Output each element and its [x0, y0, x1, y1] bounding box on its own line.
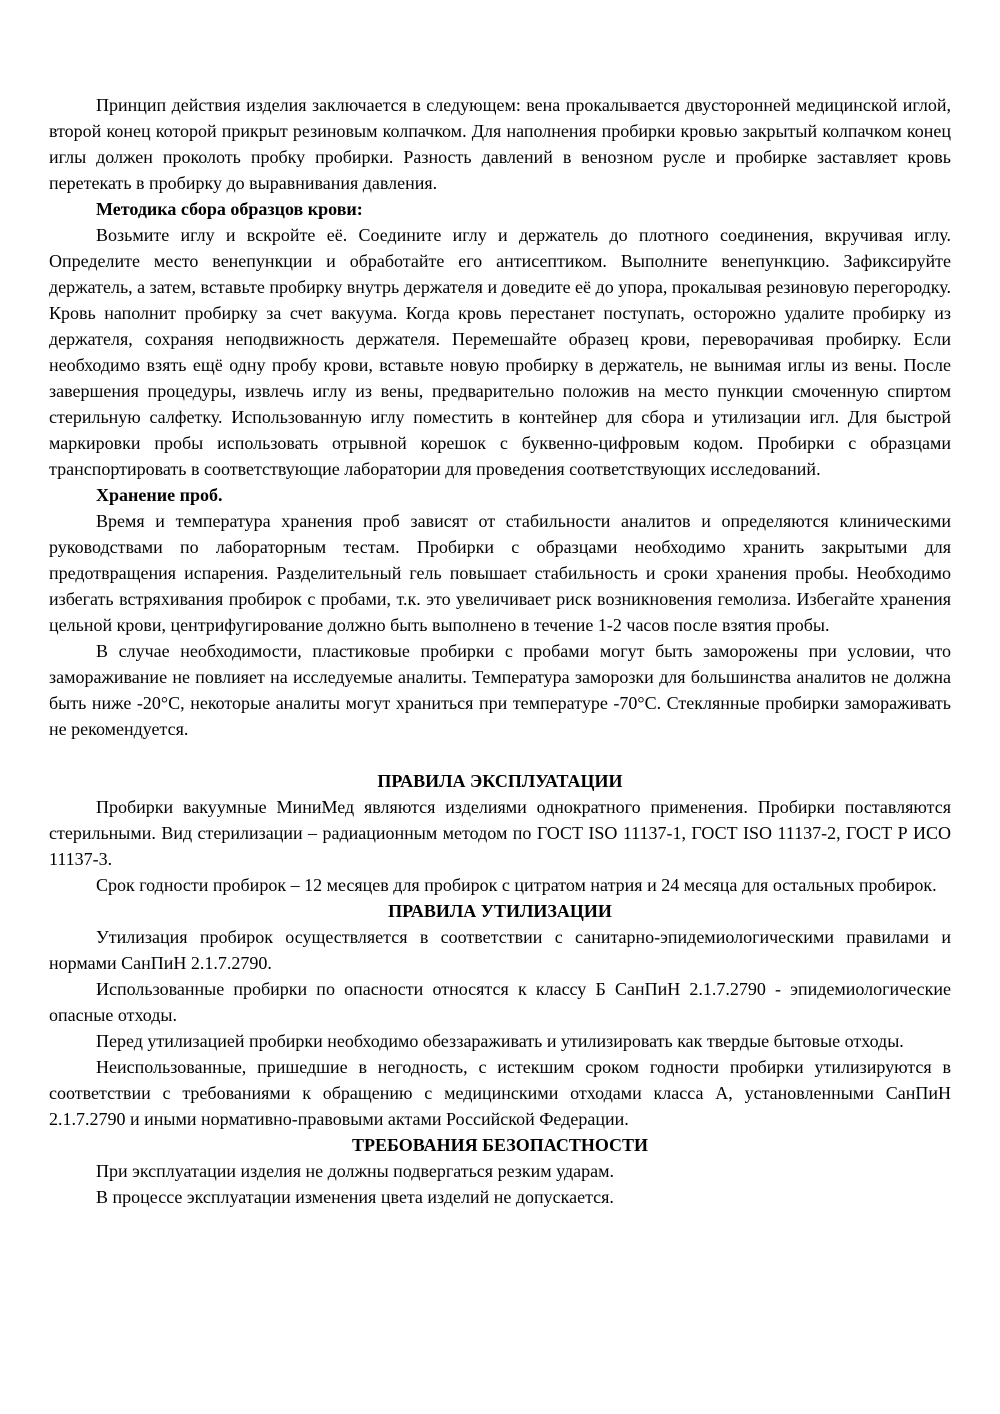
paragraph: Срок годности пробирок – 12 месяцев для пробирок с цитратом натрия и 24 месяца для остальных пробирок.	[96, 875, 937, 895]
paragraph: Перед утилизацией пробирки необходимо обеззараживать и утилизировать как твердые бытовые отходы.	[96, 1031, 904, 1051]
section-heading: ПРАВИЛА УТИЛИЗАЦИИ	[388, 901, 612, 921]
paragraph: В случае необходимости, пластиковые пробирки с пробами могут быть заморожены при условии, что замораживание не повлияет на исследуемые аналиты. Температура заморозки для большинства аналитов не должна быть ниже -20°С, некоторые аналиты могут храниться при температуре -70°С. Стеклянные пробирки замораживать не рекомендуется.	[49, 641, 951, 739]
subsection-heading: Хранение проб.	[96, 485, 223, 505]
paragraph: В процессе эксплуатации изменения цвета изделий не допускается.	[96, 1187, 614, 1207]
paragraph: Принцип действия изделия заключается в следующем: вена прокалывается двусторонней медицинской иглой, второй конец которой прикрыт резиновым колпачком. Для наполнения пробирки кровью закрытый колпачком конец иглы должен проколоть пробку пробирки. Разность давлений в венозном русле и пробирке заставляет кровь перетекать в пробирку до выравнивания давления.	[49, 95, 951, 193]
paragraph: Время и температура хранения проб зависят от стабильности аналитов и определяются клиническими руководствами по лабораторным тестам. Пробирки с образцами необходимо хранить закрытыми для предотвращения испарения. Разделительный гель повышает стабильность и сроки хранения пробы. Необходимо избегать встряхивания пробирок с пробами, т.к. это увеличивает риск возникновения гемолиза. Избегайте хранения цельной крови, центрифугирование должно быть выполнено в течение 1-2 часов после взятия пробы.	[49, 511, 951, 635]
paragraph: Неиспользованные, пришедшие в негодность, с истекшим сроком годности пробирки утилизируются в соответствии с требованиями к обращению с медицинскими отходами класса А, установленными СанПиН 2.1.7.2790 и иными нормативно-правовыми актами Российской Федерации.	[49, 1057, 951, 1129]
paragraph: Пробирки вакуумные МиниМед являются изделиями однократного применения. Пробирки поставляются стерильными. Вид стерилизации – радиационным методом по ГОСТ ISO 11137-1, ГОСТ ISO 11137-2, ГОСТ Р ИСО 11137-3.	[49, 797, 951, 869]
paragraph: При эксплуатации изделия не должны подвергаться резким ударам.	[96, 1161, 615, 1181]
paragraph: Использованные пробирки по опасности относятся к классу Б СанПиН 2.1.7.2790 - эпидемиологические опасные отходы.	[49, 979, 951, 1025]
paragraph: Возьмите иглу и вскройте её. Соедините иглу и держатель до плотного соединения, вкручивая иглу. Определите место венепункции и обработайте его антисептиком. Выполните венепункцию. Зафиксируйте держатель, а затем, вставьте пробирку внутрь держателя и доведите её до упора, прокалывая резиновую перегородку. Кровь наполнит пробирку за счет вакуума. Когда кровь перестанет поступать, осторожно удалите пробирку из держателя, сохраняя неподвижность держателя. Перемешайте образец крови, переворачивая пробирку. Если необходимо взять ещё одну пробу крови, вставьте новую пробирку в держатель, не вынимая иглы из вены. После завершения процедуры, извлечь иглу из вены, предварительно положив на место пункции смоченную спиртом стерильную салфетку. Использованную иглу поместить в контейнер для сбора и утилизации игл. Для быстрой маркировки пробы использовать отрывной корешок с буквенно-цифровым кодом. Пробирки с образцами транспортировать в соответствующие лаборатории для проведения соответствующих исследований.	[49, 225, 951, 479]
section-heading: ПРАВИЛА ЭКСПЛУАТАЦИИ	[377, 771, 623, 791]
document-content	[49, 92, 951, 1210]
section-heading: ТРЕБОВАНИЯ БЕЗОПАСТНОСТИ	[351, 1135, 649, 1155]
paragraph: Утилизация пробирок осуществляется в соответствии с санитарно-эпидемиологическими правилами и нормами СанПиН 2.1.7.2790.	[49, 927, 951, 973]
subsection-heading: Методика сбора образцов крови:	[96, 199, 363, 219]
